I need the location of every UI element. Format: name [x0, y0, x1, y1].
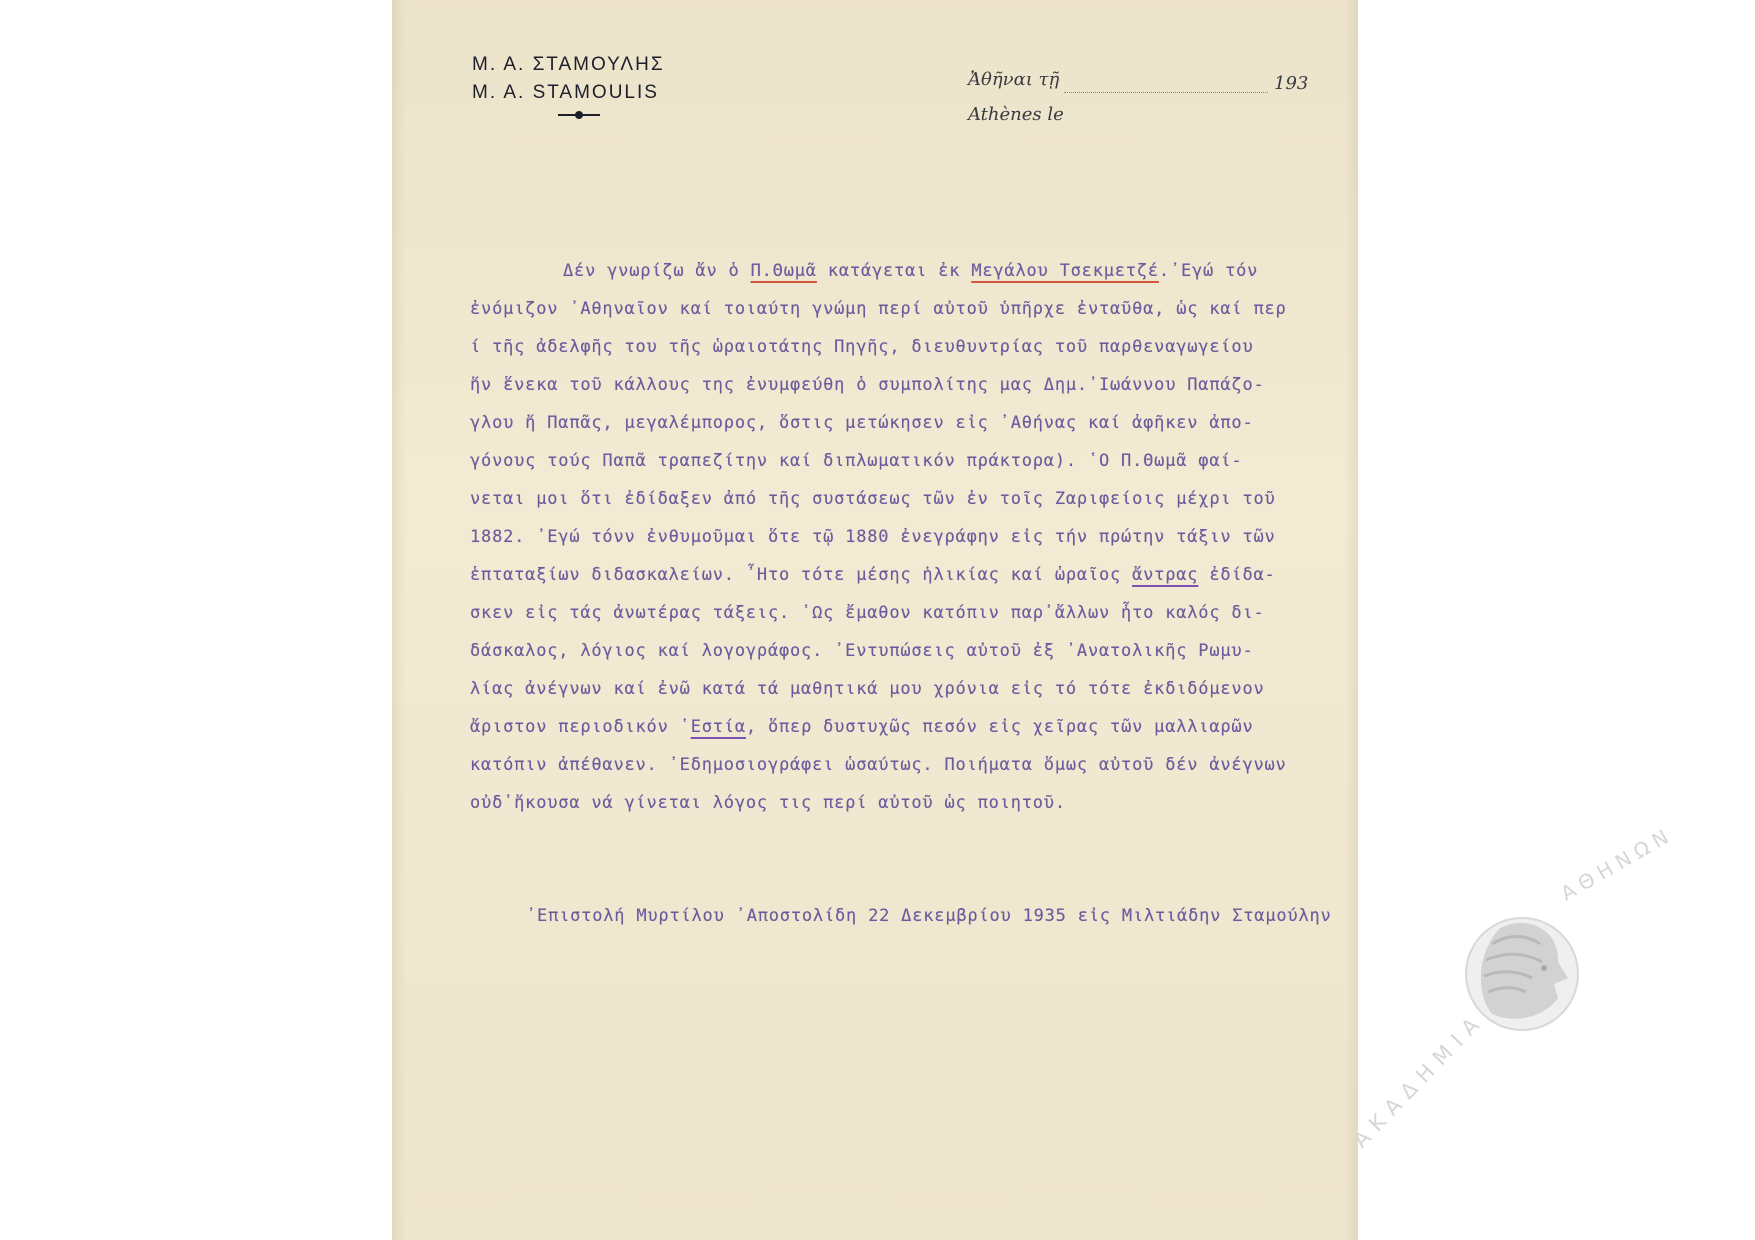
line-text: κατόπιν ἀπέθανεν. ᾿Εδημοσιογράφει ὡσαύτως. Ποιήματα ὅμως αὐτοῦ δέν ἀνέγνων [470, 755, 1287, 775]
letter-footnote: ᾿Επιστολή Μυρτίλου ᾿Αποστολίδη 22 Δεκεμβρίου 1935 εἰς Μιλτιάδην Σταμούλην [526, 906, 1332, 926]
letter-line [470, 252, 1287, 290]
letter-line [470, 442, 1287, 480]
line-text: γόνους τούς Παπᾶ τραπεζίτην καί διπλωματικόν πράκτορα). ῾Ο Π.Θωμᾶ φαί- [470, 451, 1243, 471]
line-text: ί τῆς ἀδελφῆς του τῆς ὡραιοτάτης Πηγῆς, διευθυντρίας τοῦ παρθεναγωγείου [470, 337, 1254, 357]
line-text: ἐδίδα- [1198, 565, 1276, 585]
line-text: δάσκαλος, λόγιος καί λογογράφος. ᾿Εντυπώσεις αὐτοῦ ἐξ ᾿Ανατολικῆς Ρωμυ- [470, 641, 1254, 661]
line-text: Δέν γνωρίζω ἄν ὁ [563, 261, 751, 281]
line-text: νεται μοι ὅτι ἐδίδαξεν ἀπό τῆς συστάσεως τῶν ἐν τοῖς Ζαριφείοις μέχρι τοῦ [470, 489, 1276, 509]
line-text: γλου ἤ Παπᾶς, μεγαλέμπορος, ὅστις μετώκησεν εἰς ᾿Αθήνας καί ἀφῆκεν ἀπο- [470, 413, 1254, 433]
underlined-text: Μεγάλου Τσεκμετζέ [971, 261, 1159, 281]
line-text: .᾿Εγώ τόν [1158, 261, 1259, 281]
letterhead-name-greek: Μ. Α. ΣΤΑΜΟΥΛΗΣ [472, 54, 665, 75]
line-text: , ὅπερ δυστυχῶς πεσόν εἰς χεῖρας τῶν μαλλιαρῶν [745, 717, 1254, 737]
dateline-year: 193 [1274, 73, 1309, 94]
line-text: ἥν ἕνεκα τοῦ κάλλους της ἐνυμφεύθη ὁ συμπολίτης μας Δημ.᾿Ιωάννου Παπάζο- [470, 375, 1265, 395]
letter-line [470, 480, 1287, 518]
letterhead-name-latin: M. A. STAMOULIS [472, 82, 659, 103]
letter-line [470, 556, 1287, 594]
line-text: κατάγεται ἐκ [816, 261, 972, 281]
academy-logo-icon [1466, 918, 1578, 1030]
watermark-text-top: ΑΘΗΝΩΝ [1556, 824, 1673, 906]
line-text: λίας ἀνέγνων καί ἐνῶ κατά τά μαθητικά μου χρόνια εἰς τό τότε ἐκδιδόμενον [470, 679, 1265, 699]
dateline-greek: Ἀθῆναι τῇ [968, 69, 1060, 90]
letter-line [470, 328, 1287, 366]
letter-line [470, 632, 1287, 670]
letter-body [470, 252, 1287, 822]
letter-line [470, 784, 1287, 822]
line-text: 1882. ᾿Εγώ τόνν ἐνθυμοῦμαι ὅτε τῷ 1880 ἐνεγράφην εἰς τήν πρώτην τάξιν τῶν [470, 527, 1276, 547]
dateline-dotted-line [1064, 92, 1268, 93]
underlined-text: Π.Θωμᾶ [750, 261, 817, 281]
line-text: ἐνόμιζον ᾿Αθηναῖον καί τοιαύτη γνώμη περί αὐτοῦ ὑπῆρχε ἐνταῦθα, ὡς καί περ [470, 299, 1287, 319]
watermark-text-bottom: ΑΚΑΔΗΜΙΑ [1348, 1013, 1484, 1153]
letter-line [470, 518, 1287, 556]
letter-line [470, 366, 1287, 404]
letter-line [470, 708, 1287, 746]
line-text: ἄριστον περιοδικόν ῾ [470, 717, 691, 737]
letter-line [470, 746, 1287, 784]
letter-line [470, 670, 1287, 708]
line-text: σκεν εἰς τάς ἀνωτέρας τάξεις. ῾Ως ἔμαθον κατόπιν παρ᾿ἄλλων ἦτο καλός δι- [470, 603, 1265, 623]
letter-line [470, 404, 1287, 442]
line-text: ἑπταταξίων διδασκαλείων. ῏Ητο τότε μέσης ἡλικίας καί ὡραῖος [470, 565, 1133, 585]
letter-line [470, 290, 1287, 328]
letterhead-ornament [558, 111, 600, 119]
line-text: οὐδ᾿ἤκουσα νά γίνεται λόγος τις περί αὐτοῦ ὡς ποιητοῦ. [470, 793, 1066, 813]
underlined-text: Εστία [690, 717, 746, 737]
letter-line [470, 594, 1287, 632]
academy-watermark [1340, 820, 1700, 1160]
underlined-text: ἄντρας [1132, 565, 1199, 585]
dateline-french: Athènes le [968, 104, 1064, 125]
